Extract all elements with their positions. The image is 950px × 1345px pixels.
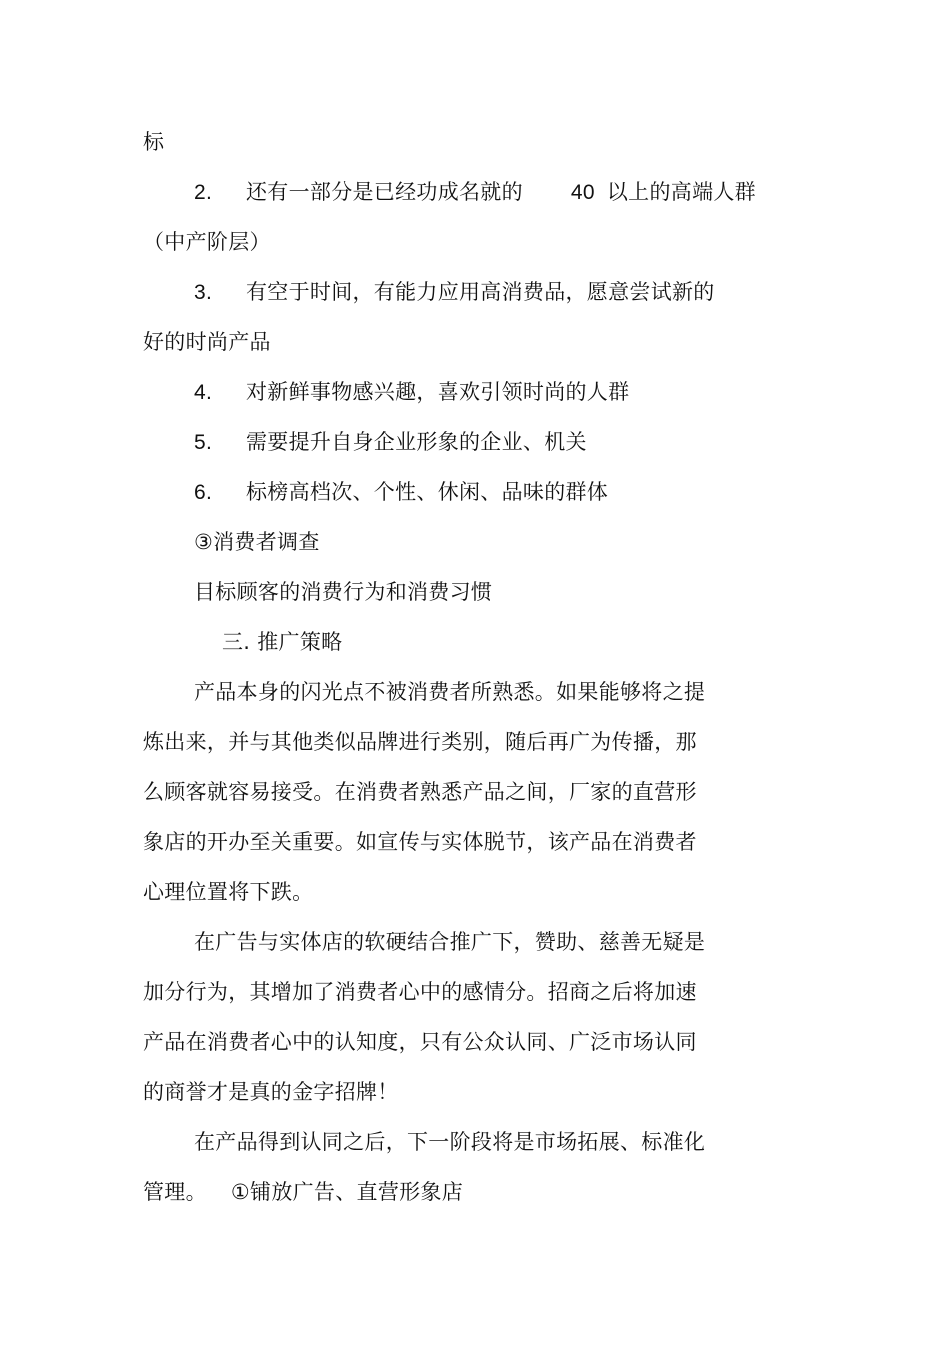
paragraph-line: 么顾客就容易接受。在消费者熟悉产品之间，厂家的直营形 bbox=[143, 780, 697, 804]
section-subheading: ③消费者调查 bbox=[194, 530, 320, 554]
list-number: 3. bbox=[194, 281, 213, 304]
text-line: 标 bbox=[143, 130, 165, 154]
inline-number: 40 bbox=[570, 181, 595, 204]
paragraph-line: 在产品得到认同之后，下一阶段将是市场拓展、标准化 bbox=[194, 1130, 706, 1154]
list-item bbox=[194, 178, 756, 207]
list-text: 标榜高档次、个性、休闲、品味的群体 bbox=[246, 480, 609, 504]
list-number: 6. bbox=[194, 481, 213, 504]
list-item bbox=[194, 378, 629, 407]
list-text: 还有一部分是已经功成名就的 bbox=[246, 180, 523, 204]
paragraph-line: 心理位置将下跌。 bbox=[143, 880, 314, 904]
list-text: 需要提升自身企业形象的企业、机关 bbox=[246, 430, 587, 454]
text-fragment: ①铺放广告、直营形象店 bbox=[230, 1180, 464, 1204]
list-item bbox=[194, 478, 608, 507]
paragraph-line: 产品本身的闪光点不被消费者所熟悉。如果能够将之提 bbox=[194, 680, 706, 704]
paragraph-line: 产品在消费者心中的认知度，只有公众认同、广泛市场认同 bbox=[143, 1030, 697, 1054]
text-line: （中产阶层） bbox=[143, 230, 271, 254]
paragraph-line: 象店的开办至关重要。如宣传与实体脱节，该产品在消费者 bbox=[143, 830, 697, 854]
text-line: 好的时尚产品 bbox=[143, 330, 271, 354]
list-text: 以上的高端人群 bbox=[606, 180, 756, 204]
list-number: 2. bbox=[194, 181, 213, 204]
text-fragment: 管理。 bbox=[143, 1180, 207, 1204]
list-number: 4. bbox=[194, 381, 213, 404]
list-number: 5. bbox=[194, 431, 213, 454]
list-item bbox=[194, 278, 715, 307]
section-heading: 三. 推广策略 bbox=[222, 630, 343, 654]
list-text: 有空于时间，有能力应用高消费品，愿意尝试新的 bbox=[246, 280, 715, 304]
text-line: 目标顾客的消费行为和消费习惯 bbox=[194, 580, 493, 604]
paragraph-line: 炼出来，并与其他类似品牌进行类别，随后再广为传播，那 bbox=[143, 730, 697, 754]
paragraph-line: 的商誉才是真的金字招牌！ bbox=[143, 1080, 399, 1104]
paragraph-line bbox=[143, 1178, 463, 1206]
paragraph-line: 加分行为，其增加了消费者心中的感情分。招商之后将加速 bbox=[143, 980, 697, 1004]
list-item bbox=[194, 428, 587, 457]
list-text: 对新鲜事物感兴趣，喜欢引领时尚的人群 bbox=[246, 380, 630, 404]
paragraph-line: 在广告与实体店的软硬结合推广下，赞助、慈善无疑是 bbox=[194, 930, 706, 954]
